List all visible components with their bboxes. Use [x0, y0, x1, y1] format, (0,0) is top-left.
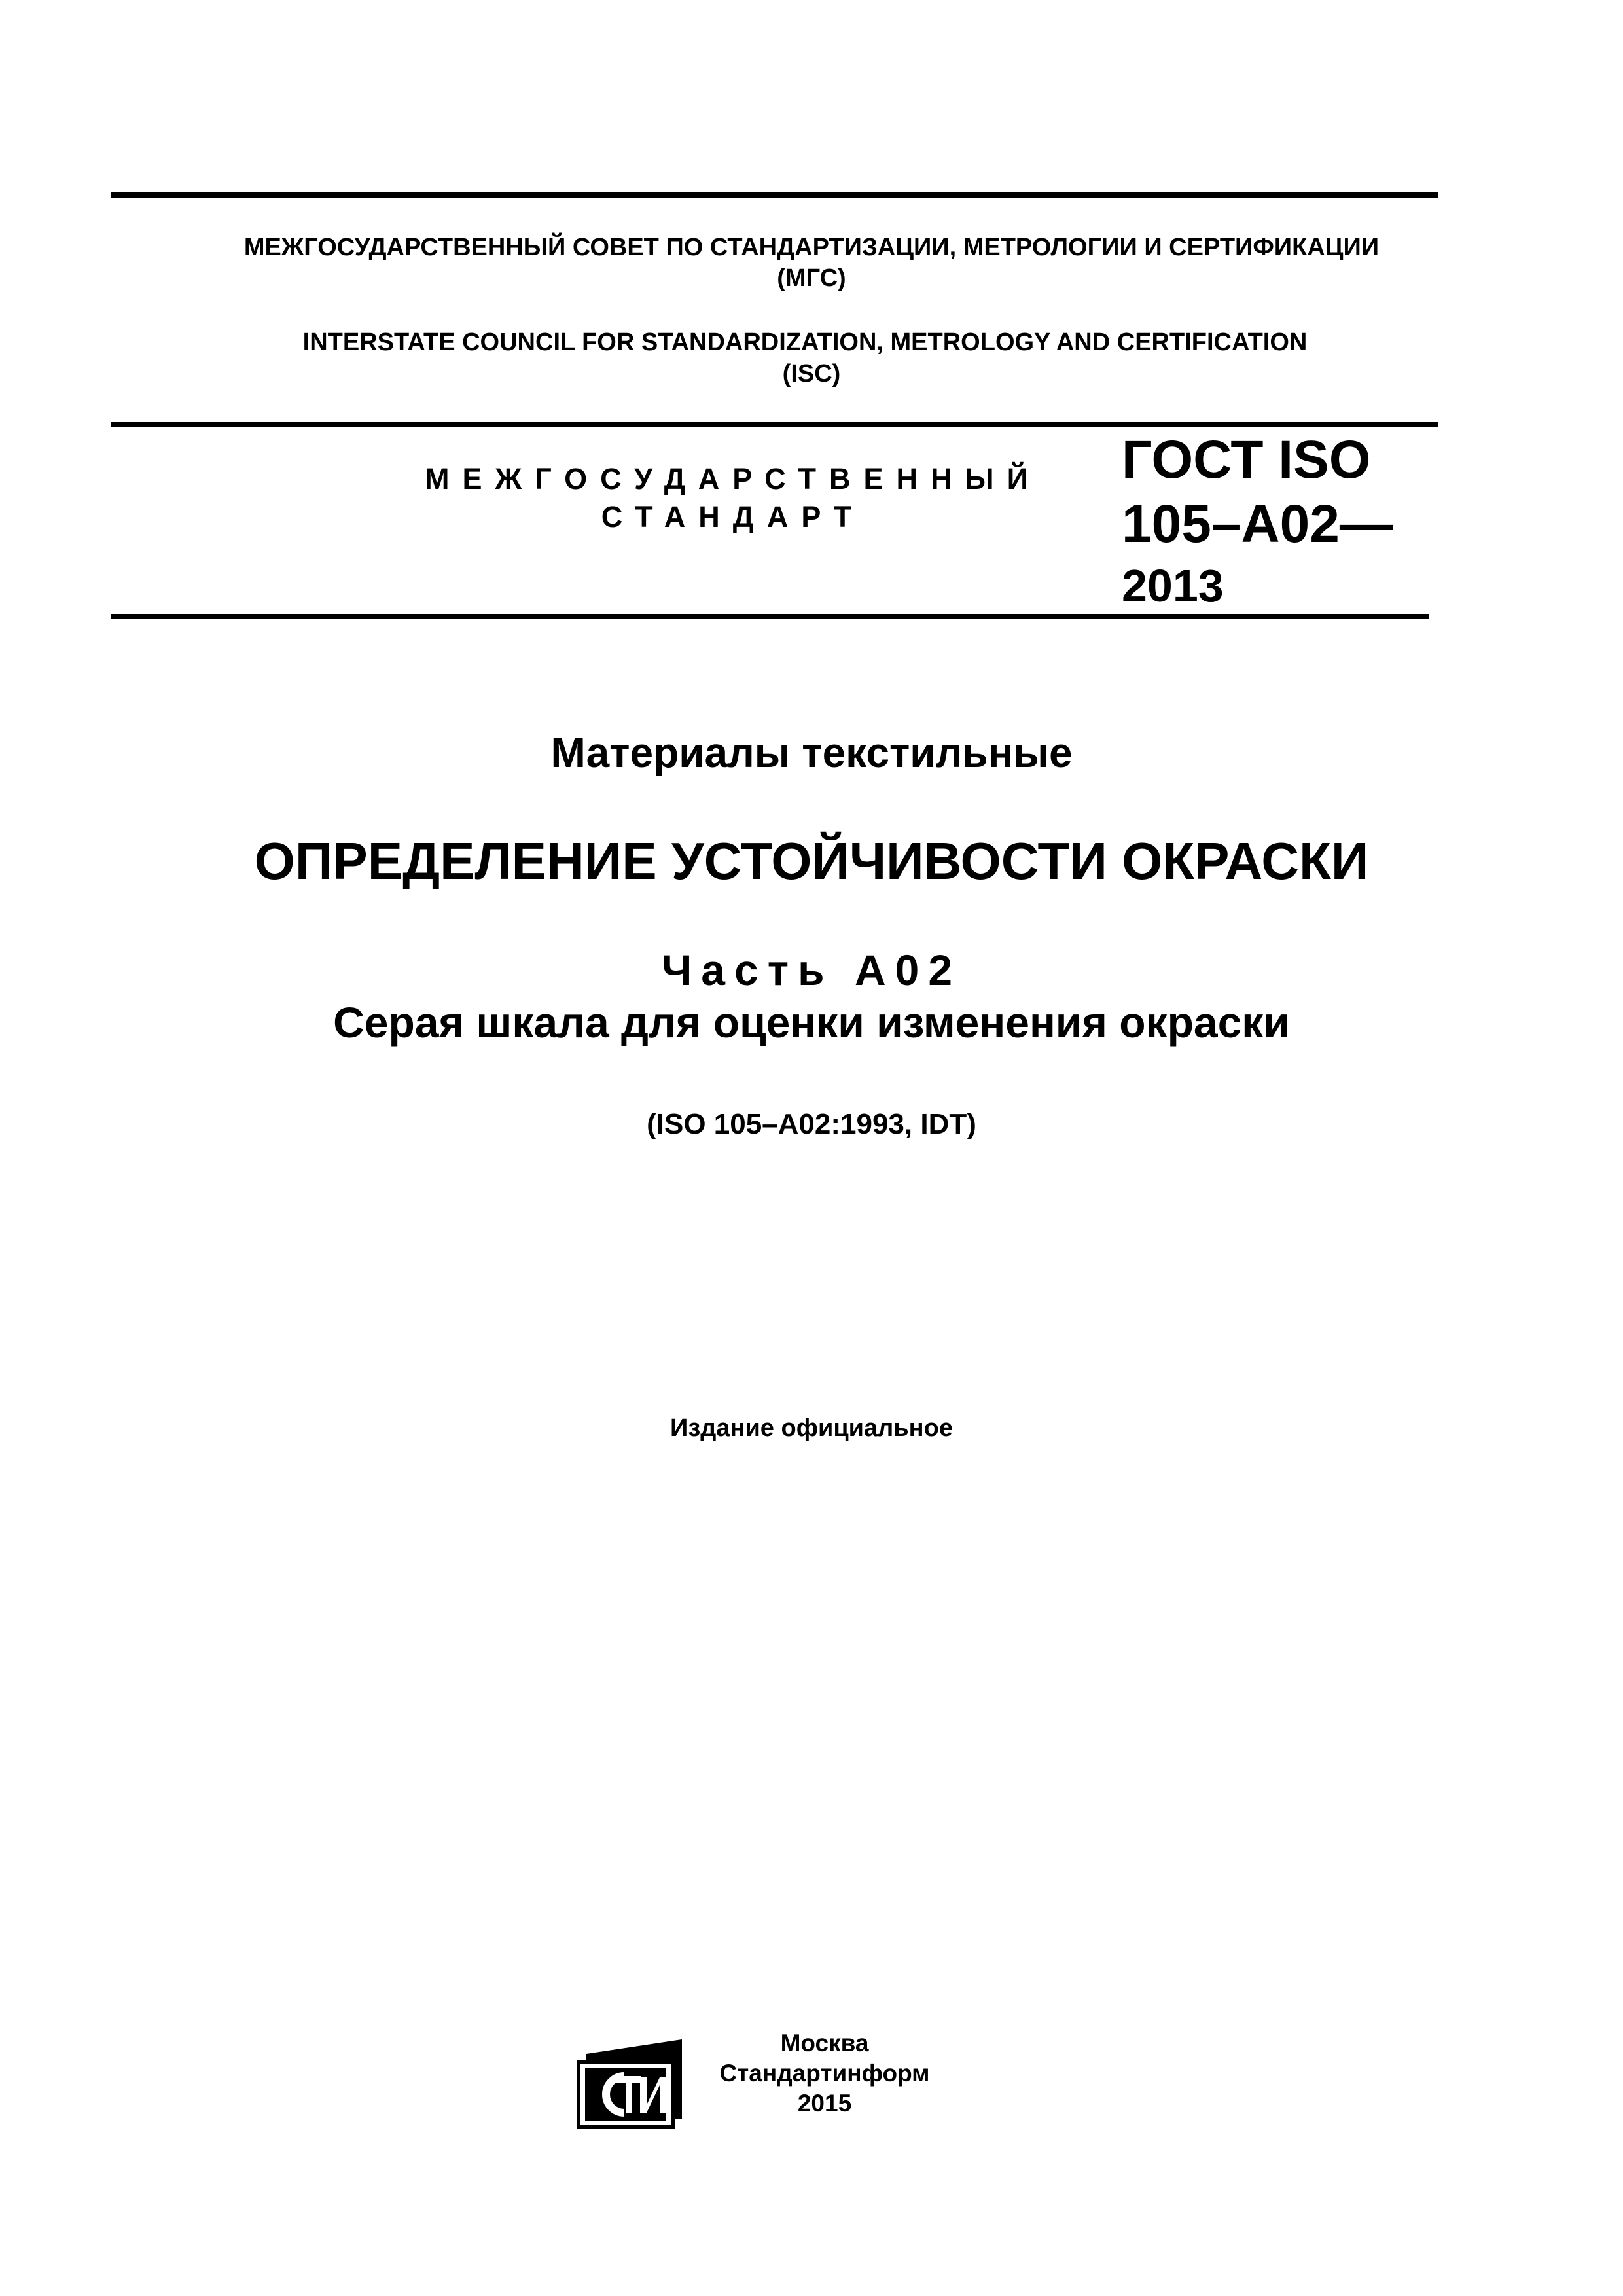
title-subtitle: Серая шкала для оценки изменения окраски — [333, 998, 1290, 1047]
council-abbr-ru: (МГС) — [777, 264, 846, 292]
gost-designation-line1: ГОСТ ISO — [1122, 430, 1371, 490]
gost-designation-line3: 2013 — [1122, 560, 1224, 611]
standard-kind-line1: МЕЖГОСУДАРСТВЕННЫЙ — [425, 462, 1041, 495]
standartinform-logo-icon — [575, 2038, 686, 2130]
standard-block-top-rule — [111, 422, 1438, 427]
edition-label: Издание официальное — [670, 1414, 953, 1442]
gost-designation-line2: 105–A02— — [1122, 494, 1393, 554]
iso-reference: (ISO 105–A02:1993, IDT) — [647, 1108, 976, 1140]
standard-kind-line2: СТАНДАРТ — [601, 500, 865, 533]
standard-block-bottom-rule — [111, 614, 1429, 619]
title-category: Материалы текстильные — [550, 729, 1073, 776]
title-main: ОПРЕДЕЛЕНИЕ УСТОЙЧИВОСТИ ОКРАСКИ — [254, 832, 1369, 890]
publisher-name: Стандартинформ — [719, 2060, 930, 2087]
publisher-city: Москва — [780, 2030, 869, 2056]
title-part: Часть A02 — [661, 946, 962, 994]
top-rule — [111, 192, 1438, 198]
council-name-en: INTERSTATE COUNCIL FOR STANDARDIZATION, METROLOGY AND CERTIFICATION — [302, 329, 1308, 356]
council-name-ru: МЕЖГОСУДАРСТВЕННЫЙ СОВЕТ ПО СТАНДАРТИЗАЦИИ, МЕТРОЛОГИИ И СЕРТИФИКАЦИИ — [243, 234, 1380, 261]
publisher-year: 2015 — [797, 2090, 852, 2117]
council-abbr-en: (ISC) — [782, 360, 841, 387]
